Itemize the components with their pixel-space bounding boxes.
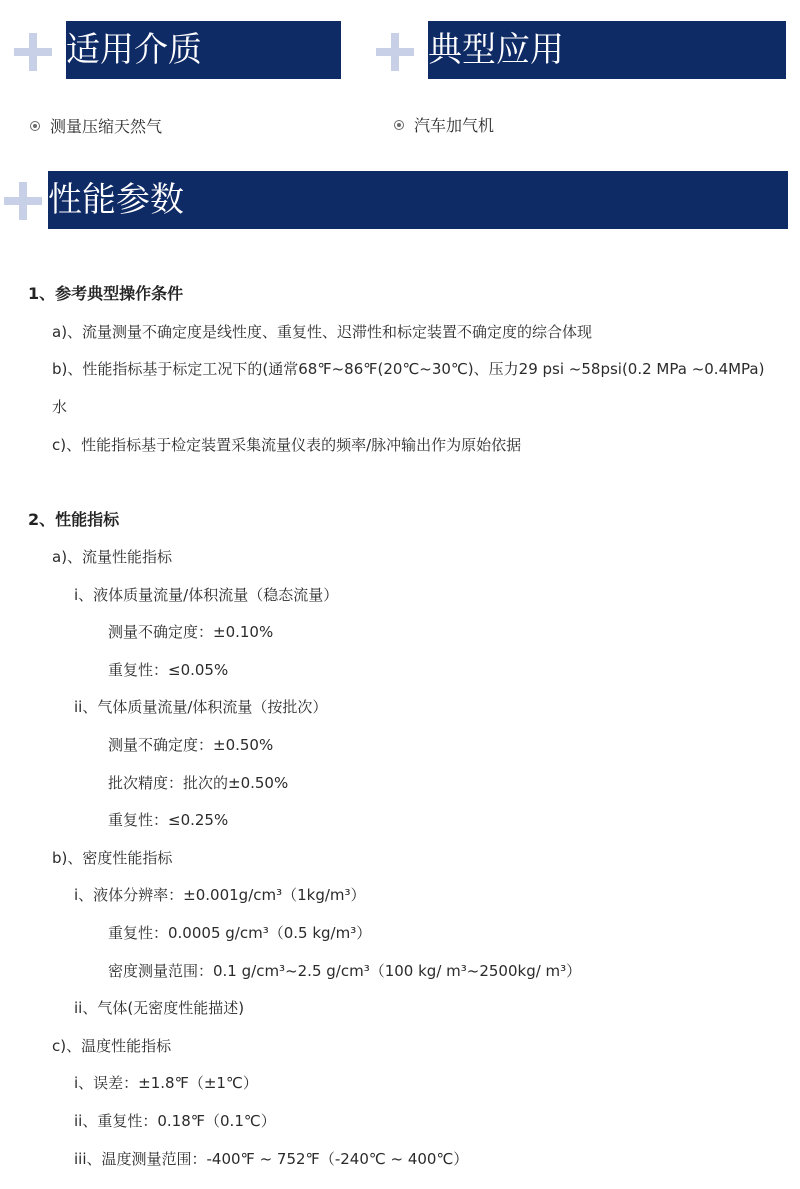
- medium-item-label: 测量压缩天然气: [50, 117, 163, 136]
- plus-icon: [4, 182, 42, 220]
- liquid-flow-heading: i、液体质量流量/体积流量（稳态流量）: [74, 586, 339, 604]
- application-item-label: 汽车加气机: [414, 116, 495, 135]
- application-item: [394, 116, 494, 136]
- condition-line-b-cont: 水: [52, 398, 68, 416]
- section-header-medium: [14, 21, 342, 79]
- temperature-range: iii、温度测量范围：-400℉ ~ 752℉（-240℃ ~ 400℃）: [74, 1150, 469, 1168]
- condition-line-c: c)、性能指标基于检定装置采集流量仪表的频率/脉冲输出作为原始依据: [52, 436, 522, 454]
- section-title-performance: 性能参数: [48, 171, 788, 229]
- density-heading: b)、密度性能指标: [52, 849, 173, 867]
- bullet-icon: [30, 121, 40, 131]
- plus-icon: [376, 33, 414, 71]
- density-range: 密度测量范围：0.1 g/cm³~2.5 g/cm³（100 kg/ m³~2500kg/ m³）: [108, 962, 582, 980]
- section-header-application: [376, 21, 786, 79]
- plus-icon: [14, 33, 52, 71]
- temperature-error: i、误差：±1.8℉（±1℃）: [74, 1074, 258, 1092]
- gas-uncertainty: 测量不确定度：±0.50%: [108, 736, 274, 754]
- heading-operating-conditions: 1、参考典型操作条件: [28, 284, 184, 303]
- section-title-application: 典型应用: [428, 21, 786, 79]
- condition-line-b: b)、性能指标基于标定工况下的(通常68℉~86℉(20℃~30℃)、压力29 psi ~58psi(0.2 MPa ~0.4MPa): [52, 360, 765, 378]
- medium-item: [30, 117, 162, 137]
- liquid-uncertainty: 测量不确定度：±0.10%: [108, 623, 274, 641]
- liquid-density-resolution: i、液体分辨率：±0.001g/cm³（1kg/m³）: [74, 886, 366, 904]
- bullet-icon: [394, 120, 404, 130]
- heading-performance-indicators: 2、性能指标: [28, 510, 120, 529]
- section-title-medium: 适用介质: [66, 21, 341, 79]
- section-header-performance: [4, 171, 788, 229]
- condition-line-a: a)、流量测量不确定度是线性度、重复性、迟滞性和标定装置不确定度的综合体现: [52, 323, 593, 341]
- gas-density-note: ii、气体(无密度性能描述): [74, 999, 245, 1017]
- flow-heading: a)、流量性能指标: [52, 548, 173, 566]
- liquid-repeatability: 重复性：≤0.05%: [108, 661, 229, 679]
- temperature-heading: c)、温度性能指标: [52, 1037, 172, 1055]
- density-repeatability: 重复性：0.0005 g/cm³（0.5 kg/m³）: [108, 924, 372, 942]
- gas-batch-accuracy: 批次精度：批次的±0.50%: [108, 774, 289, 792]
- gas-flow-heading: ii、气体质量流量/体积流量（按批次）: [74, 698, 328, 716]
- gas-repeatability: 重复性：≤0.25%: [108, 811, 229, 829]
- temperature-repeatability: ii、重复性：0.18℉（0.1℃）: [74, 1112, 276, 1130]
